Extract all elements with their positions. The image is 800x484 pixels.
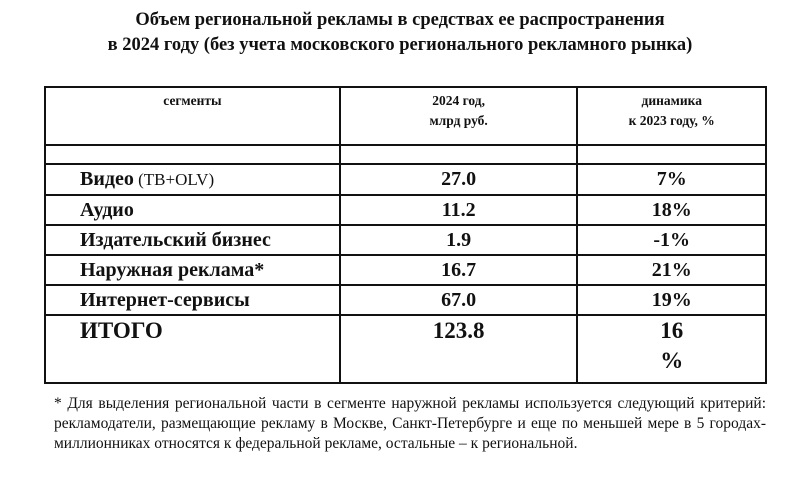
table-header-row [45, 87, 766, 145]
table-row [45, 225, 766, 255]
row-value: 11.2 [340, 195, 578, 225]
header-dynamics: динамика к 2023 году, % [577, 87, 766, 145]
footnote: * Для выделения региональной части в сегменте наружной рекламы используется следующий критерий: рекламодатели, размещающие рекламу в Москве, Санкт-Петербурге и еще по меньшей мере в 5 городах-миллионниках относятся к федеральной рекламе, остальные – к региональной. [54, 395, 766, 452]
row-segment: Издательский бизнес [45, 225, 340, 255]
row-value: 67.0 [340, 285, 578, 315]
table-row [45, 255, 766, 285]
total-label: ИТОГО [45, 315, 340, 383]
header-value: 2024 год, млрд руб. [340, 87, 578, 145]
row-segment: Интернет-сервисы [45, 285, 340, 315]
title-line-1: Объем региональной рекламы в средствах ее распространения [135, 10, 665, 30]
row-value: 1.9 [340, 225, 578, 255]
table-total-row [45, 315, 766, 383]
row-value: 27.0 [340, 164, 578, 195]
header-segment: сегменты [45, 87, 340, 145]
row-change: 18% [577, 195, 766, 225]
table-row [45, 164, 766, 195]
row-segment: Видео (ТВ+OLV) [45, 164, 340, 195]
table-spacer-row [45, 145, 766, 164]
document-title [0, 8, 800, 58]
row-value: 16.7 [340, 255, 578, 285]
row-segment: Наружная реклама* [45, 255, 340, 285]
title-line-2: в 2024 году (без учета московского регионального рекламного рынка) [107, 35, 693, 55]
row-segment: Аудио [45, 195, 340, 225]
row-change: -1% [577, 225, 766, 255]
table-row [45, 285, 766, 315]
row-change: 7% [577, 164, 766, 195]
regional-ad-table [44, 86, 767, 384]
total-value: 123.8 [340, 315, 578, 383]
total-change: 16 % [577, 315, 766, 383]
row-change: 19% [577, 285, 766, 315]
segment-note: (ТВ+OLV) [133, 170, 215, 189]
table-row [45, 195, 766, 225]
row-change: 21% [577, 255, 766, 285]
